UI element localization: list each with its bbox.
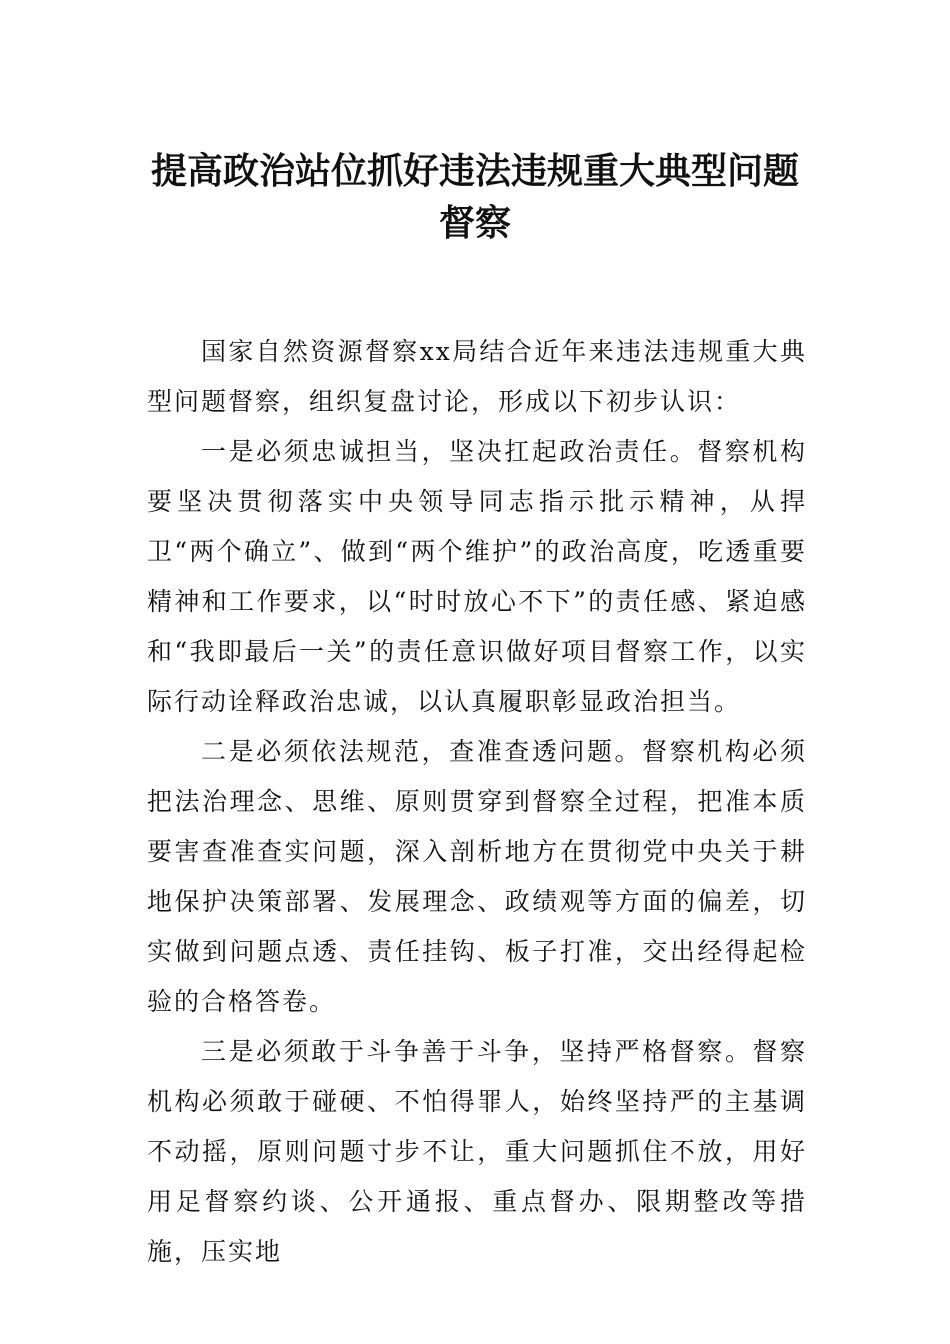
paragraph-intro: 国家自然资源督察xx局结合近年来违法违规重大典型问题督察，组织复盘讨论，形成以下初步认识： xyxy=(147,337,807,416)
document-body xyxy=(147,327,807,1277)
paragraph-point-3: 三是必须敢于斗争善于斗争，坚持严格督察。督察机构必须敢于碰硬、不怕得罪人，始终坚持严的主基调不动摇，原则问题寸步不让，重大问题抓住不放，用好用足督察约谈、公开通报、重点督办、限期整改等措施，压实地 xyxy=(147,1037,807,1266)
document-title-line-2: 督察 xyxy=(438,202,511,244)
document-title xyxy=(120,145,830,249)
paragraph-point-1: 一是必须忠诚担当，坚决扛起政治责任。督察机构要坚决贯彻落实中央领导同志指示批示精神，从捍卫“两个确立”、做到“两个维护”的政治高度，吃透重要精神和工作要求，以“时时放心不下”的责任感、紧迫感和“我即最后一关”的责任意识做好项目督察工作，以实际行动诠释政治忠诚，以认真履职彰显政治担当。 xyxy=(147,437,807,716)
paragraph-point-2: 二是必须依法规范，查准查透问题。督察机构必须把法治理念、思维、原则贯穿到督察全过程，把准本质要害查准查实问题，深入剖析地方在贯彻党中央关于耕地保护决策部署、发展理念、政绩观等方面的偏差，切实做到问题点透、责任挂钩、板子打准，交出经得起检验的合格答卷。 xyxy=(147,737,807,1016)
document-title-line-1: 提高政治站位抓好违法违规重大典型问题 xyxy=(150,150,799,192)
